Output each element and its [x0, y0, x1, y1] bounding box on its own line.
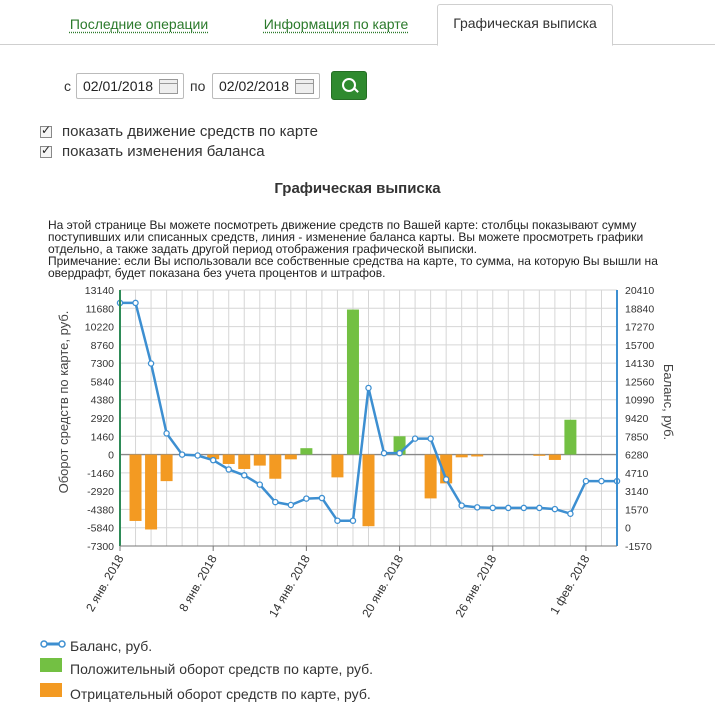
right-tick-label: 9420: [625, 413, 649, 425]
left-tick-label: 1460: [90, 431, 114, 444]
balance-point: [273, 499, 278, 504]
from-label: с: [64, 78, 71, 94]
x-tick-label: 26 янв. 2018: [452, 552, 500, 620]
tab-bar: [0, 0, 715, 45]
balance-point: [180, 452, 185, 457]
description-line: поступивших или списанных средств, линия - изменение баланса карты. Вы можете просмотреть графики: [48, 230, 644, 244]
right-tick-label: 18840: [625, 303, 655, 316]
legend-positive-label: Положительный оборот средств по карте, руб.: [70, 661, 374, 677]
bar-negative: [471, 455, 483, 457]
left-tick-label: 13140: [84, 285, 114, 297]
balance-point: [133, 300, 138, 305]
right-tick-label: 15700: [625, 339, 655, 352]
balance-point: [288, 502, 293, 507]
balance-point: [397, 451, 402, 456]
right-tick-label: 12560: [625, 376, 655, 389]
bar-negative: [363, 455, 375, 527]
right-tick-label: 14130: [625, 358, 655, 371]
left-tick-label: -7300: [87, 541, 114, 553]
legend-positive-swatch: [40, 658, 62, 672]
left-tick-label: 4380: [90, 394, 114, 407]
balance-point: [599, 479, 604, 484]
right-tick-label: 6280: [625, 449, 649, 462]
balance-point: [521, 505, 526, 510]
bar-negative: [425, 455, 437, 499]
bar-negative: [331, 455, 343, 478]
date-from-input[interactable]: [76, 73, 184, 99]
left-tick-label: -1460: [87, 467, 114, 480]
balance-point: [583, 479, 588, 484]
tab-card-info-label[interactable]: Информация по карте: [263, 16, 409, 32]
balance-point: [242, 473, 247, 478]
balance-point: [552, 506, 557, 511]
calendar-icon[interactable]: [295, 79, 314, 94]
right-tick-label: 1570: [625, 504, 649, 517]
balance-point: [350, 518, 355, 523]
right-tick-label: 20410: [625, 285, 655, 297]
balance-point: [164, 431, 169, 436]
balance-point: [148, 361, 153, 366]
date-to-value: 02/02/2018: [219, 78, 290, 94]
balance-point: [381, 451, 386, 456]
left-tick-label: -2920: [87, 486, 114, 499]
description-line: отдельно, а также задать другой период отображения графической выписки.: [48, 242, 478, 256]
tab-graphic-statement[interactable]: [437, 4, 613, 46]
tab-graphic-statement-label: Графическая выписка: [453, 15, 597, 31]
show-movement-checkbox[interactable]: [40, 126, 52, 138]
x-tick-label: 1 фев. 2018: [547, 552, 593, 617]
legend-balance-label: Баланс, руб.: [70, 638, 153, 654]
balance-point: [428, 436, 433, 441]
balance-point: [444, 477, 449, 482]
legend-negative-swatch: [40, 683, 62, 697]
y-axis-left-label: Оборот средств по карте, руб.: [56, 310, 71, 494]
legend-negative-label: Отрицательный оборот средств по карте, руб.: [70, 686, 371, 702]
bar-negative: [533, 455, 545, 456]
left-tick-label: 8760: [90, 339, 114, 352]
legend-balance-icon: [40, 638, 66, 652]
tab-recent-operations-label[interactable]: Последние операции: [69, 16, 209, 32]
balance-point: [335, 518, 340, 523]
balance-point: [568, 511, 573, 516]
bar-negative: [161, 455, 173, 482]
description-line: Примечание: если Вы использовали все собственные средства на карте, то сумма, на которую Вы вышли на: [48, 254, 658, 268]
description: [48, 219, 688, 279]
description-line: овердрафт, будет показана без учета процентов и штрафов.: [48, 266, 386, 280]
balance-point: [506, 505, 511, 510]
y-axis-right-label: Баланс, руб.: [661, 363, 676, 441]
left-tick-label: 2920: [90, 413, 114, 425]
show-balance-label[interactable]: показать изменения баланса: [62, 143, 265, 160]
right-tick-label: 10990: [625, 394, 655, 407]
show-movement-label[interactable]: показать движение средств по карте: [62, 123, 318, 140]
tab-card-info[interactable]: [256, 6, 416, 43]
left-tick-label: 11680: [85, 303, 114, 316]
balance-point: [490, 505, 495, 510]
right-tick-label: 4710: [625, 467, 649, 480]
balance-point: [304, 496, 309, 501]
right-tick-label: 7850: [625, 431, 649, 444]
date-from-value: 02/01/2018: [83, 78, 154, 94]
to-label: по: [190, 78, 206, 94]
balance-point: [459, 503, 464, 508]
balance-point: [475, 505, 480, 510]
bar-negative: [456, 455, 468, 458]
balance-point: [366, 385, 371, 390]
right-tick-label: 0: [625, 522, 631, 535]
right-tick-label: 17270: [625, 321, 655, 334]
description-line: На этой странице Вы можете посмотреть движение средств по Вашей карте: столбцы показывают сумму: [48, 218, 637, 232]
left-tick-label: 7300: [90, 358, 114, 371]
balance-point: [257, 482, 262, 487]
balance-point: [412, 436, 417, 441]
right-tick-label: 3140: [625, 486, 649, 499]
balance-point: [537, 505, 542, 510]
bar-negative: [223, 455, 235, 464]
bar-negative: [145, 455, 157, 530]
x-tick-label: 8 янв. 2018: [176, 552, 220, 614]
bar-negative: [549, 455, 561, 460]
calendar-icon[interactable]: [159, 79, 178, 94]
page-title: Графическая выписка: [274, 180, 441, 197]
bar-positive: [300, 448, 312, 454]
left-tick-label: -4380: [87, 504, 114, 517]
bar-negative: [269, 455, 281, 479]
right-tick-label: -1570: [625, 541, 652, 553]
left-tick-label: 10220: [84, 321, 114, 334]
left-tick-label: 0: [108, 449, 114, 462]
bar-negative: [130, 455, 142, 521]
bar-positive: [347, 310, 359, 455]
balance-point: [319, 495, 324, 500]
search-button[interactable]: [331, 71, 367, 100]
tab-recent-operations[interactable]: [60, 6, 218, 43]
date-to-input[interactable]: [212, 73, 320, 99]
statement-chart: [0, 282, 715, 627]
show-balance-checkbox[interactable]: [40, 146, 52, 158]
left-tick-label: 5840: [90, 376, 114, 389]
search-icon-handle: [353, 87, 359, 93]
x-tick-label: 14 янв. 2018: [266, 552, 313, 620]
balance-point: [226, 467, 231, 472]
x-tick-label: 2 янв. 2018: [83, 552, 127, 614]
x-tick-label: 20 янв. 2018: [359, 552, 407, 620]
bar-negative: [238, 455, 250, 469]
bar-positive: [564, 420, 576, 455]
balance-point: [195, 453, 200, 458]
balance-point: [211, 458, 216, 463]
left-tick-label: -5840: [87, 522, 114, 535]
bar-negative: [254, 455, 266, 466]
bar-negative: [285, 455, 297, 460]
